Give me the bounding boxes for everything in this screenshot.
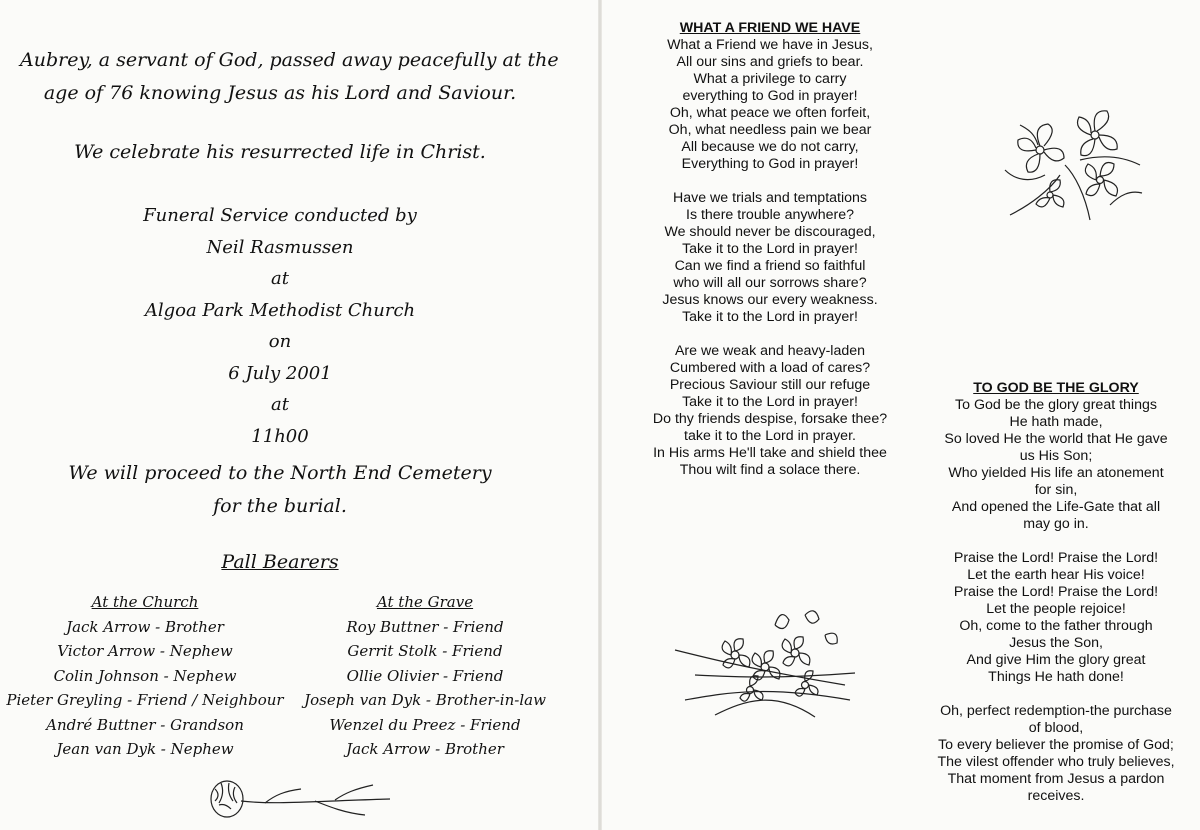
bouquet-icon [655,605,865,720]
hymn-line: Praise the Lord! Praise the Lord! [953,550,1159,566]
hymn-line: Can we find a friend so faithful [674,258,866,274]
hymn-line: Who yielded His life an atonement [948,465,1164,481]
list-item: Wenzel du Preez - Friend [329,715,521,734]
hymn-line: receives. [1027,788,1085,804]
hymn-line: And opened the Life-Gate that all [951,499,1161,515]
hymn-stanza [630,37,910,173]
list-item: Jean van Dyk - Nephew [56,740,234,758]
hymn-line: Take it to the Lord in prayer! [682,241,858,257]
hymn-line: take it to the Lord in prayer. [684,428,856,444]
hymn-line: That moment from Jesus a pardon [947,771,1165,787]
hymn-to-god-be-the-glory [922,380,1190,822]
hymn-line: Things He hath done! [988,669,1124,685]
celebrate-text: We celebrate his resurrected life in Christ. [74,141,486,163]
hymn-line: may go in. [1023,516,1089,532]
hymn-stanza [922,703,1190,805]
hymn-line: Take it to the Lord in prayer! [682,394,858,410]
list-item: Jack Arrow - Brother [346,740,504,758]
hymn-what-a-friend [630,20,910,496]
hymn-line: The vilest offender who truly believes, [937,754,1175,770]
hymn-line: Jesus knows our every weakness. [662,292,878,308]
hymn-line: We should never be discouraged, [664,224,876,240]
list-item: Pieter Greyling - Friend / Neighbour [6,691,284,709]
hymn-stanza [922,397,1190,533]
pall-bearers-title: Pall Bearers [221,551,339,573]
hymn-line: who will all our sorrows share? [673,275,867,291]
hymn-line: Oh, perfect redemption-the purchase [940,703,1172,719]
proceed-line-2: for the burial. [213,495,347,517]
list-item: Joseph van Dyk - Brother-in-law [304,691,546,709]
carnation-icon [205,775,395,825]
hymn-stanza [630,190,910,326]
hymn-line: Praise the Lord! Praise the Lord! [953,584,1159,600]
hymn-line: for sin, [1034,482,1078,498]
intro-line-1: Aubrey, a servant of God, passed away peacefully at the [20,49,559,71]
hymn-line: Do thy friends despise, forsake thee? [652,411,888,427]
list-item: Gerrit Stolk - Friend [347,642,503,660]
hymn-line: Let the people rejoice! [986,601,1126,617]
grave-bearers [300,590,550,762]
hymn-line: Jesus the Son, [1009,635,1103,651]
list-item: Roy Buttner - Friend [346,617,504,636]
at-label-2: at [271,394,289,415]
hymn-line: everything to God in prayer! [682,88,858,104]
church-bearers-title: At the Church [91,593,199,611]
list-item: Colin Johnson - Nephew [53,666,237,685]
proceed-text [20,457,540,523]
intro-line-2: age of 76 knowing Jesus as his Lord and Saviour. [43,82,517,104]
service-date: 6 July 2001 [228,362,332,384]
hymn-line: And give Him the glory great [966,652,1146,668]
church-bearers [0,590,290,762]
list-item: Victor Arrow - Nephew [57,642,233,660]
hymn-line: All because we do not carry, [681,139,859,155]
proceed-line-1: We will proceed to the North End Cemetery [68,462,492,484]
hymn-line: Are we weak and heavy-laden [674,343,866,359]
page-fold [598,0,602,830]
flower-cluster-icon [990,95,1150,230]
hymn-stanza [630,343,910,479]
hymn-line: To God be the glory great things [955,397,1157,413]
hymn-line: Oh, what peace we often forfeit, [669,105,871,121]
church-name: Algoa Park Methodist Church [144,299,416,321]
hymn-title: WHAT A FRIEND WE HAVE [679,20,861,36]
hymn-line: Have we trials and temptations [673,190,867,206]
hymn-line: Cumbered with a load of cares? [669,360,871,376]
hymn-line: What a privilege to carry [693,71,847,87]
service-details [20,200,540,452]
hymn-line: Precious Saviour still our refuge [669,377,871,393]
at-label: at [271,268,289,289]
hymn-line: All our sins and griefs to bear. [676,54,864,70]
hymn-line: Thou wilt find a solace there. [679,462,861,478]
service-time: 11h00 [251,425,309,447]
on-label: on [268,331,292,352]
hymn-stanza [922,550,1190,686]
hymn-title: TO GOD BE THE GLORY [973,380,1139,396]
hymn-line: Is there trouble anywhere? [686,207,854,223]
hymn-line: Oh, what needless pain we bear [668,122,872,138]
hymn-line: of blood, [1028,720,1084,736]
list-item: André Buttner - Grandson [46,715,244,734]
hymn-line: Oh, come to the father through [959,618,1153,634]
hymn-line: In His arms He'll take and shield thee [653,445,887,461]
grave-bearers-title: At the Grave [376,593,474,611]
hymn-line: What a Friend we have in Jesus, [667,37,873,53]
hymn-line: Take it to the Lord in prayer! [682,309,858,325]
hymn-line: He hath made, [1009,414,1103,430]
hymn-line: us His Son; [1019,448,1093,464]
intro-text [20,44,559,110]
hymn-line: So loved He the world that He gave [944,431,1168,447]
hymn-line: Everything to God in prayer! [681,156,859,172]
list-item: Jack Arrow - Brother [66,617,224,636]
conducted-by-label: Funeral Service conducted by [143,205,417,226]
hymn-line: Let the earth hear His voice! [967,567,1145,583]
hymn-line: To every believer the promise of God; [938,737,1174,753]
list-item: Ollie Olivier - Friend [346,666,504,685]
minister-name: Neil Rasmussen [206,236,354,258]
